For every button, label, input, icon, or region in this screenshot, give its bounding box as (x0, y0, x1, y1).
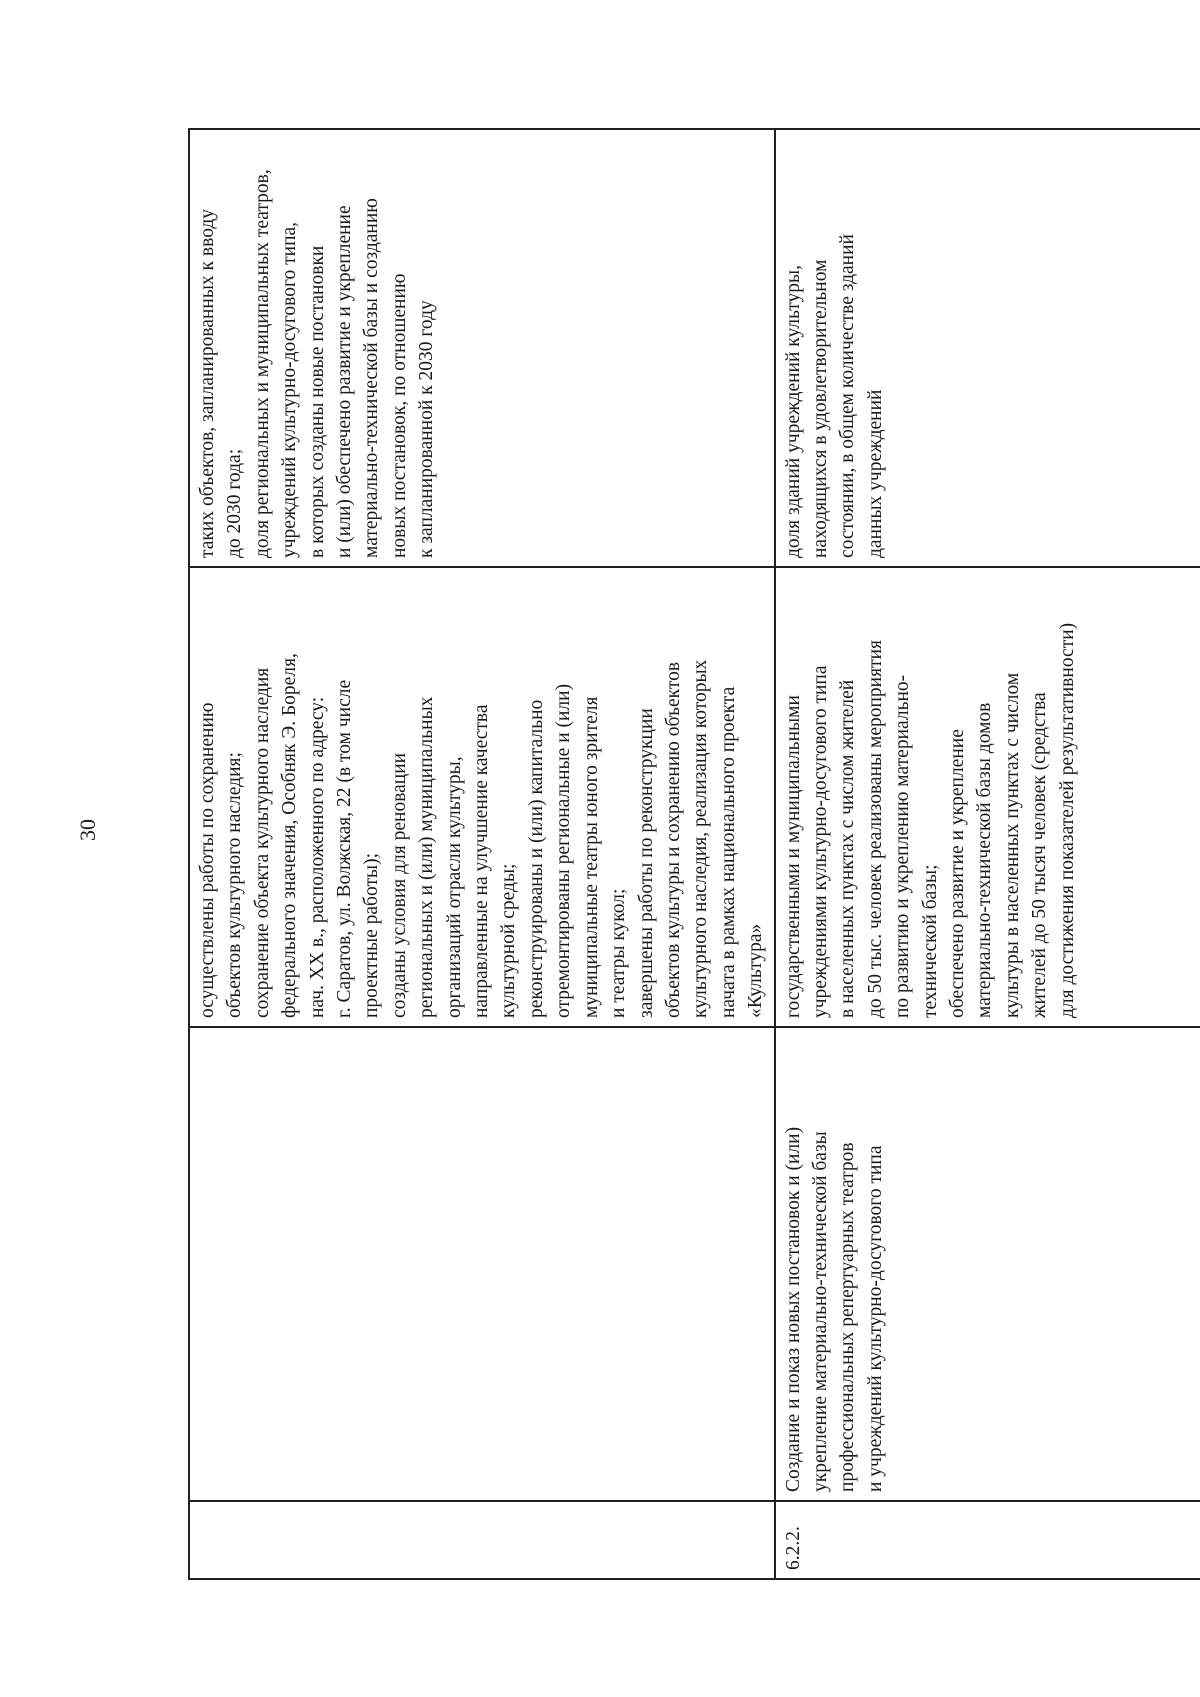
text-line: муниципальные театры юного зрителя (580, 696, 602, 1018)
text-line: сохранение объекта культурного наследия (251, 667, 273, 1018)
event-cell (775, 1027, 1200, 1501)
event-cell (189, 1027, 775, 1501)
result-cell (189, 567, 775, 1027)
text-line: для достижения показателей результативности) (1056, 622, 1078, 1018)
text-line: технической базы; (919, 864, 941, 1018)
text-line: нач. XX в., расположенного по адресу: (306, 696, 328, 1018)
text-line: и учреждений культурно-досугового типа (864, 1145, 886, 1492)
text-line: в населенных пунктах с числом жителей (837, 679, 859, 1018)
text-line: отремонтированы региональные и (или) (553, 683, 575, 1018)
text-line: Создание и показ новых постановок и (или) (782, 1126, 804, 1492)
table-row (775, 129, 1200, 1579)
result-cell (775, 567, 1200, 1027)
text-line: до 2030 года; (224, 448, 246, 558)
text-line: проектные работы); (361, 853, 383, 1018)
text-line: находящихся в удовлетворительном (809, 259, 831, 558)
text-line: к запланированной к 2030 году (416, 300, 438, 558)
measures-table (188, 128, 1200, 1580)
text-line: обеспечено развитие и укрепление (946, 729, 968, 1018)
text-line: объектов культуры и сохранению объектов (662, 661, 684, 1018)
text-line: таких объектов, запланированных к вводу (197, 208, 218, 558)
page-number: 30 (75, 819, 100, 841)
text-line: реконструированы и (или) капитально (525, 699, 547, 1018)
text-line: культуры в населенных пунктах с числом (1001, 672, 1023, 1018)
text-line: материально-технической базы домов (974, 702, 996, 1018)
text-line: учреждений культурно-досугового типа, (279, 221, 301, 558)
number-cell: 6.2.2. (775, 1501, 1200, 1579)
text-line: «Культура» (745, 923, 767, 1018)
indicator-cell (189, 129, 775, 567)
text-line: новых постановок, по отношению (388, 273, 410, 558)
text-line: материально-технической базы и созданию (361, 198, 383, 558)
text-line: созданы условия для реновации (388, 752, 410, 1018)
text-line: организаций отрасли культуры, (443, 756, 465, 1018)
text-line: и (или) обеспечено развитие и укрепление (334, 205, 356, 558)
text-line: и театры кукол; (608, 888, 630, 1018)
text-line: государственными и муниципальными (782, 695, 804, 1018)
text-line: доля зданий учреждений культуры, (782, 264, 804, 558)
text-line: региональных и (или) муниципальных (416, 696, 438, 1018)
text-line: профессиональных репертуарных театров (837, 1142, 859, 1492)
indicator-cell (775, 129, 1200, 567)
table-row (189, 129, 775, 1579)
text-line: культурного наследия, реализация которых (690, 659, 712, 1018)
text-line: начата в рамках национального проекта (717, 686, 739, 1018)
text-line: укрепление материально-технической базы (809, 1131, 831, 1492)
text-line: федерального значения, Особняк Э. Бореля, (279, 653, 301, 1018)
text-line: по развитию и укреплению материально- (892, 674, 914, 1018)
text-line: данных учреждений (864, 389, 886, 558)
text-line: направленные на улучшение качества (471, 704, 493, 1018)
text-line: доля региональных и муниципальных театров, (251, 169, 273, 558)
text-line: завершены работы по реконструкции (635, 708, 657, 1018)
text-line: объектов культурного наследия; (224, 752, 246, 1018)
text-line: осуществлены работы по сохранению (197, 702, 218, 1018)
text-line: в которых созданы новые постановки (306, 245, 328, 558)
rotated-page-content (188, 130, 1200, 1580)
text-line: состоянии, в общем количестве зданий (837, 234, 859, 558)
number-cell (189, 1501, 775, 1579)
text-line: г. Саратов, ул. Волжская, 22 (в том числе (334, 679, 356, 1018)
text-line: жителей до 50 тысяч человек (средства (1029, 692, 1051, 1018)
text-line: учреждениями культурно-досугового типа (809, 665, 831, 1018)
text-line: культурной среды; (498, 863, 520, 1018)
text-line: до 50 тыс. человек реализованы мероприятия (864, 640, 886, 1018)
